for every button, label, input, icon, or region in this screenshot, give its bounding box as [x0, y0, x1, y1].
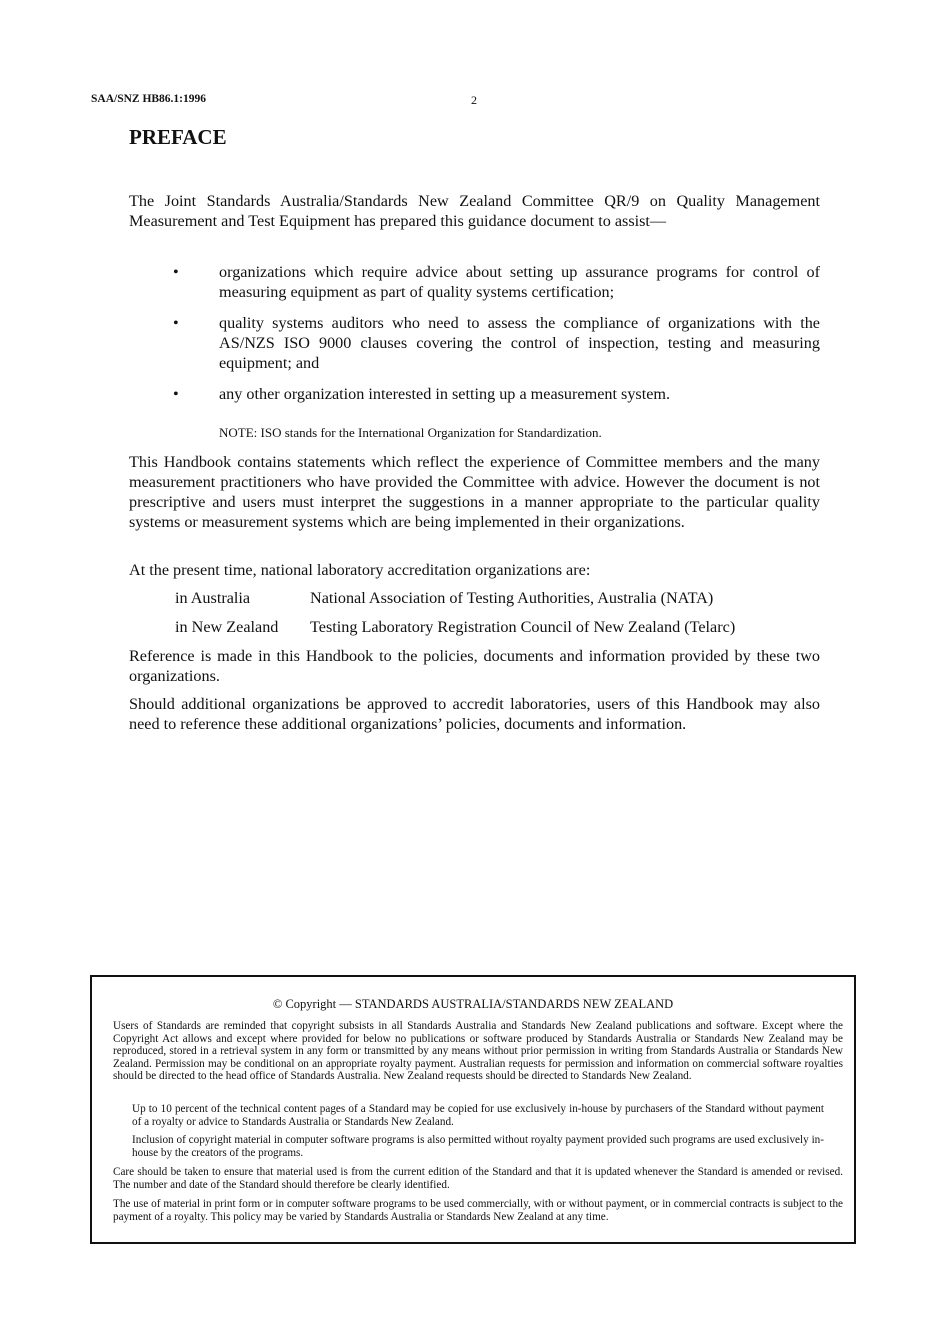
- reference-paragraph: Reference is made in this Handbook to the policies, documents and information provided by these two organizations.: [129, 647, 820, 685]
- list-item: [129, 313, 820, 373]
- list-item-text: quality systems auditors who need to assess the compliance of organizations with the AS/NZS ISO 9000 clauses covering the control of inspection, testing and measuring equipment; and: [219, 314, 820, 372]
- copyright-paragraph: Inclusion of copyright material in computer software programs is also permitted without royalty payment provided such programs are used exclusively in-house by the creators of the programs.: [132, 1134, 824, 1159]
- copyright-paragraph: Users of Standards are reminded that copyright subsists in all Standards Australia and Standards New Zealand publications and software. Except where the Copyright Act allows and except where provided for below no publications or software produced by Standards Australia or Standards New Zealand may be reproduced, stored in a retrieval system in any form or transmitted by any means without prior permission in writing from Standards Australia or Standards New Zealand. Permission may be conditional on an appropriate royalty payment. Australian requests for permission and information on commercial software royalties should be directed to the head office of Standards Australia. New Zealand requests should be directed to Standards New Zealand.: [113, 1020, 843, 1082]
- bullet-icon: •: [173, 263, 179, 281]
- bullet-icon: •: [173, 314, 179, 332]
- page-number: 2: [471, 93, 477, 107]
- document-code: SAA/SNZ HB86.1:1996: [91, 93, 207, 105]
- copyright-paragraph: Care should be taken to ensure that material used is from the current edition of the Standard and that it is updated whenever the Standard is amended or revised. The number and date of the Standard should therefore be clearly identified.: [113, 1166, 843, 1191]
- list-item-text: any other organization interested in setting up a measurement system.: [219, 385, 671, 403]
- copyright-title: © Copyright — STANDARDS AUSTRALIA/STANDARDS NEW ZEALAND: [272, 997, 674, 1011]
- handbook-paragraph: This Handbook contains statements which reflect the experience of Committee members and the many measurement practitioners who have provided the Committee with advice. However the document is not prescriptive and users must interpret the suggestions in a manner appropriate to the particular quality systems or measurement systems which are being implemented in their organizations.: [129, 453, 820, 531]
- list-item: [129, 262, 820, 302]
- bullet-icon: •: [173, 385, 179, 403]
- bullet-list: [129, 262, 820, 415]
- accreditation-intro: At the present time, national laboratory accreditation organizations are:: [129, 561, 591, 579]
- organization-row-new-zealand: [175, 617, 735, 637]
- org-country: in Australia: [175, 589, 251, 607]
- org-name: Testing Laboratory Registration Council of New Zealand (Telarc): [310, 618, 736, 636]
- list-item: [129, 384, 820, 404]
- additional-orgs-paragraph: Should additional organizations be approved to accredit laboratories, users of this Handbook may also need to reference these additional organizations’ policies, documents and information.: [129, 695, 820, 733]
- org-name: National Association of Testing Authorities, Australia (NATA): [310, 589, 714, 607]
- copyright-paragraph: The use of material in print form or in computer software programs to be used commercially, with or without payment, or in commercial contracts is subject to the payment of a royalty. This policy may be varied by Standards Australia or Standards New Zealand at any time.: [113, 1198, 843, 1223]
- list-item-text: organizations which require advice about setting up assurance programs for control of measuring equipment as part of quality systems certification;: [219, 263, 820, 301]
- iso-note: NOTE: ISO stands for the International Organization for Standardization.: [219, 425, 602, 440]
- intro-paragraph: The Joint Standards Australia/Standards New Zealand Committee QR/9 on Quality Management Measurement and Test Equipment has prepared this guidance document to assist—: [129, 192, 820, 230]
- organization-row-australia: [175, 588, 713, 608]
- copyright-paragraph: Up to 10 percent of the technical content pages of a Standard may be copied for use exclusively in-house by purchasers of the Standard without payment of a royalty or advice to Standards Australia or Standards New Zealand.: [132, 1103, 824, 1128]
- org-country: in New Zealand: [175, 618, 279, 636]
- copyright-box: [90, 975, 856, 1244]
- page-title: PREFACE: [129, 125, 227, 149]
